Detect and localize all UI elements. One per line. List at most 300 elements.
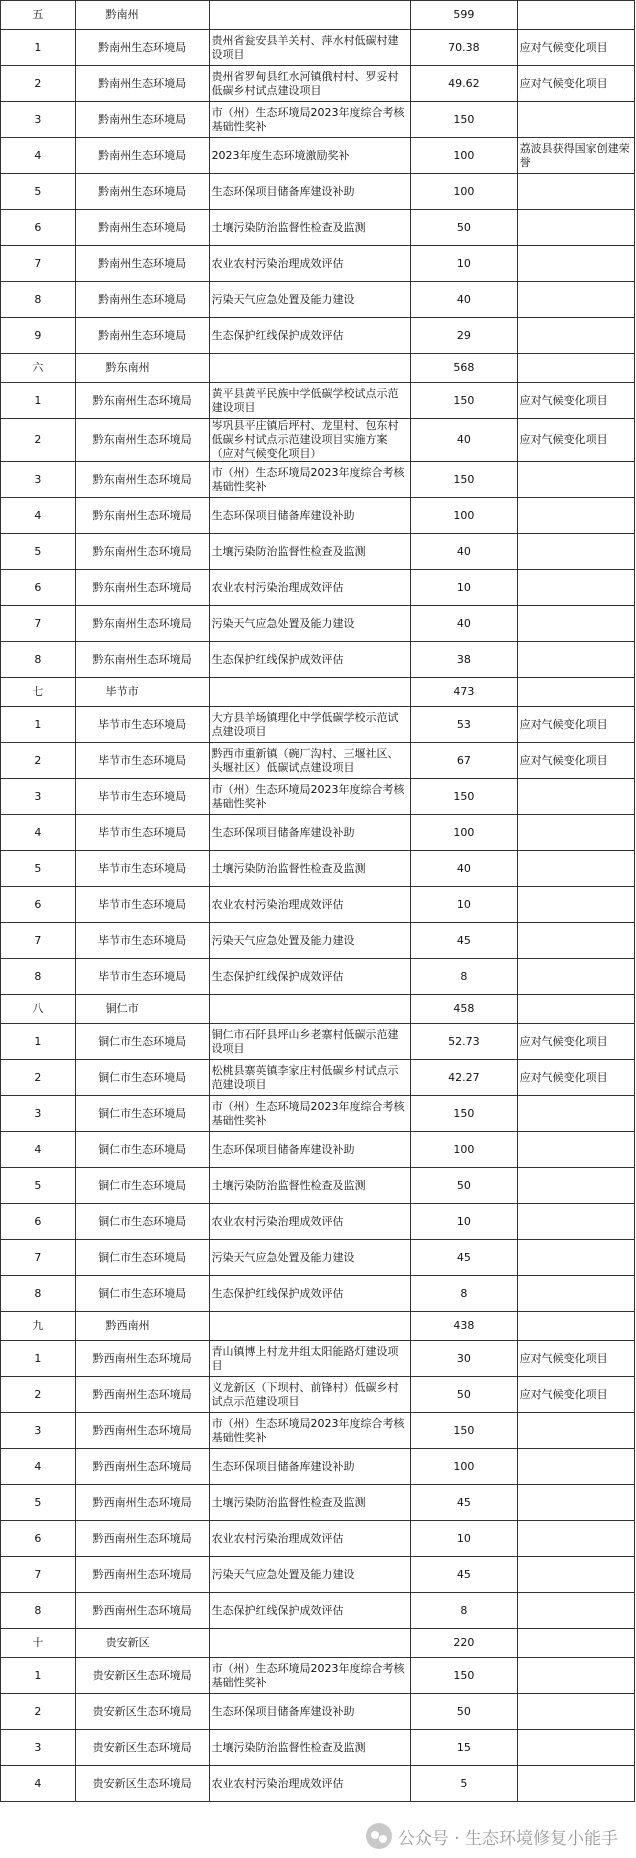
- row-project: 松桃县寨英镇李家庄村低碳乡村试点示范建设项目: [209, 1060, 410, 1096]
- section-note-empty: [517, 1629, 634, 1658]
- row-note: 应对气候变化项目: [517, 30, 634, 66]
- row-note: [517, 282, 634, 318]
- table-row: [1, 462, 635, 498]
- section-project-empty: [209, 1629, 410, 1658]
- section-total: 473: [411, 678, 518, 707]
- row-project: 土壤污染防治监督性检查及监测: [209, 1730, 410, 1766]
- row-note: [517, 606, 634, 642]
- row-number: 2: [1, 66, 76, 102]
- row-project: 市（州）生态环境局2023年度综合考核基础性奖补: [209, 1096, 410, 1132]
- row-project: 生态环保项目储备库建设补助: [209, 1449, 410, 1485]
- row-project: 铜仁市石阡县坪山乡老寨村低碳示范建设项目: [209, 1024, 410, 1060]
- row-number: 1: [1, 30, 76, 66]
- row-number: 3: [1, 102, 76, 138]
- row-amount: 150: [411, 779, 518, 815]
- row-amount: 40: [411, 419, 518, 462]
- watermark-text: 公众号 · 生态环境修复小能手: [397, 1828, 618, 1849]
- row-project: 生态保护红线保护成效评估: [209, 959, 410, 995]
- row-note: 应对气候变化项目: [517, 1060, 634, 1096]
- row-note: [517, 1694, 634, 1730]
- section-total: 220: [411, 1629, 518, 1658]
- row-unit: 铜仁市生态环境局: [75, 1096, 209, 1132]
- row-number: 8: [1, 282, 76, 318]
- section-note-empty: [517, 354, 634, 383]
- row-project: 市（州）生态环境局2023年度综合考核基础性奖补: [209, 1413, 410, 1449]
- table-row: [1, 1168, 635, 1204]
- row-unit: 黔东南州生态环境局: [75, 642, 209, 678]
- row-amount: 150: [411, 383, 518, 419]
- row-project: 青山镇博上村龙井组太阳能路灯建设项目: [209, 1341, 410, 1377]
- row-project: 农业农村污染治理成效评估: [209, 887, 410, 923]
- row-number: 6: [1, 1521, 76, 1557]
- row-amount: 8: [411, 959, 518, 995]
- section-total: 568: [411, 354, 518, 383]
- row-project: 农业农村污染治理成效评估: [209, 1204, 410, 1240]
- table-row: [1, 210, 635, 246]
- row-note: [517, 1485, 634, 1521]
- row-number: 2: [1, 1377, 76, 1413]
- row-project: 农业农村污染治理成效评估: [209, 246, 410, 282]
- row-note: [517, 1096, 634, 1132]
- row-amount: 45: [411, 1557, 518, 1593]
- row-amount: 5: [411, 1766, 518, 1802]
- row-project: 生态环保项目储备库建设补助: [209, 498, 410, 534]
- row-unit: 黔西南州生态环境局: [75, 1449, 209, 1485]
- table-row: [1, 1060, 635, 1096]
- table-row: [1, 246, 635, 282]
- row-project: 岑巩县平庄镇后坪村、龙里村、包东村低碳乡村试点示范建设项目实施方案（应对气候变化项目）: [209, 419, 410, 462]
- row-unit: 毕节市生态环境局: [75, 923, 209, 959]
- section-header-row: [1, 678, 635, 707]
- section-note-empty: [517, 995, 634, 1024]
- table-row: [1, 1449, 635, 1485]
- table-row: [1, 1413, 635, 1449]
- row-unit: 铜仁市生态环境局: [75, 1132, 209, 1168]
- row-number: 2: [1, 743, 76, 779]
- row-note: 应对气候变化项目: [517, 1024, 634, 1060]
- row-unit: 毕节市生态环境局: [75, 851, 209, 887]
- section-name: 黔南州: [75, 1, 209, 30]
- row-note: [517, 318, 634, 354]
- row-note: 应对气候变化项目: [517, 383, 634, 419]
- row-amount: 100: [411, 138, 518, 174]
- table-row: [1, 1593, 635, 1629]
- row-note: [517, 174, 634, 210]
- row-project: 生态环保项目储备库建设补助: [209, 815, 410, 851]
- row-unit: 黔西南州生态环境局: [75, 1377, 209, 1413]
- section-number: 八: [1, 995, 76, 1024]
- row-note: [517, 462, 634, 498]
- table-row: [1, 383, 635, 419]
- row-note: [517, 1413, 634, 1449]
- table-row: [1, 1557, 635, 1593]
- row-number: 5: [1, 1168, 76, 1204]
- row-amount: 67: [411, 743, 518, 779]
- table-row: [1, 282, 635, 318]
- table-row: [1, 1096, 635, 1132]
- row-number: 6: [1, 570, 76, 606]
- row-amount: 40: [411, 282, 518, 318]
- row-number: 8: [1, 959, 76, 995]
- row-unit: 黔南州生态环境局: [75, 282, 209, 318]
- row-number: 6: [1, 887, 76, 923]
- row-unit: 黔南州生态环境局: [75, 66, 209, 102]
- section-total: 438: [411, 1312, 518, 1341]
- row-amount: 50: [411, 1694, 518, 1730]
- row-number: 1: [1, 707, 76, 743]
- row-note: [517, 1276, 634, 1312]
- row-project: 土壤污染防治监督性检查及监测: [209, 1168, 410, 1204]
- row-project: 土壤污染防治监督性检查及监测: [209, 851, 410, 887]
- table-row: [1, 498, 635, 534]
- row-unit: 黔南州生态环境局: [75, 102, 209, 138]
- row-project: 生态保护红线保护成效评估: [209, 642, 410, 678]
- row-amount: 10: [411, 246, 518, 282]
- table-row: [1, 30, 635, 66]
- row-amount: 10: [411, 887, 518, 923]
- row-number: 3: [1, 779, 76, 815]
- section-header-row: [1, 1, 635, 30]
- table-row: [1, 959, 635, 995]
- row-note: [517, 1240, 634, 1276]
- row-number: 8: [1, 642, 76, 678]
- row-amount: 8: [411, 1593, 518, 1629]
- table-row: [1, 779, 635, 815]
- row-unit: 铜仁市生态环境局: [75, 1060, 209, 1096]
- table-row: [1, 318, 635, 354]
- row-amount: 45: [411, 1240, 518, 1276]
- row-unit: 黔东南州生态环境局: [75, 462, 209, 498]
- row-note: [517, 1204, 634, 1240]
- row-unit: 黔东南州生态环境局: [75, 419, 209, 462]
- row-unit: 黔南州生态环境局: [75, 246, 209, 282]
- table-row: [1, 138, 635, 174]
- row-unit: 黔西南州生态环境局: [75, 1521, 209, 1557]
- row-number: 5: [1, 1485, 76, 1521]
- row-project: 贵州省罗甸县红水河镇俄村村、罗妥村低碳乡村试点建设项目: [209, 66, 410, 102]
- row-unit: 贵安新区生态环境局: [75, 1730, 209, 1766]
- row-amount: 10: [411, 570, 518, 606]
- row-project: 黔西市重新镇（碗厂沟村、三堰社区、头堰社区）低碳试点建设项目: [209, 743, 410, 779]
- row-note: [517, 1766, 634, 1802]
- row-project: 土壤污染防治监督性检查及监测: [209, 210, 410, 246]
- row-project: 污染天气应急处置及能力建设: [209, 606, 410, 642]
- table-row: [1, 174, 635, 210]
- row-unit: 铜仁市生态环境局: [75, 1204, 209, 1240]
- row-number: 2: [1, 419, 76, 462]
- section-project-empty: [209, 678, 410, 707]
- row-number: 1: [1, 1341, 76, 1377]
- section-number: 十: [1, 1629, 76, 1658]
- table-row: [1, 1766, 635, 1802]
- row-amount: 150: [411, 102, 518, 138]
- row-amount: 49.62: [411, 66, 518, 102]
- section-name: 黔西南州: [75, 1312, 209, 1341]
- row-unit: 黔西南州生态环境局: [75, 1557, 209, 1593]
- row-number: 7: [1, 1240, 76, 1276]
- row-number: 4: [1, 1132, 76, 1168]
- row-project: 生态保护红线保护成效评估: [209, 1276, 410, 1312]
- table-row: [1, 102, 635, 138]
- row-number: 7: [1, 246, 76, 282]
- row-unit: 黔东南州生态环境局: [75, 570, 209, 606]
- row-note: 应对气候变化项目: [517, 1377, 634, 1413]
- table-row: [1, 642, 635, 678]
- row-amount: 150: [411, 1096, 518, 1132]
- table-row: [1, 851, 635, 887]
- row-amount: 100: [411, 498, 518, 534]
- table-row: [1, 1377, 635, 1413]
- table-row: [1, 1204, 635, 1240]
- table-row: [1, 606, 635, 642]
- row-unit: 毕节市生态环境局: [75, 815, 209, 851]
- row-note: 应对气候变化项目: [517, 419, 634, 462]
- row-note: [517, 498, 634, 534]
- row-number: 1: [1, 1024, 76, 1060]
- row-amount: 50: [411, 1377, 518, 1413]
- section-total: 458: [411, 995, 518, 1024]
- section-number: 九: [1, 1312, 76, 1341]
- row-number: 5: [1, 851, 76, 887]
- row-note: 荔波县获得国家创建荣誉: [517, 138, 634, 174]
- table-row: [1, 570, 635, 606]
- row-unit: 黔南州生态环境局: [75, 210, 209, 246]
- row-amount: 150: [411, 462, 518, 498]
- row-project: 黄平县黄平民族中学低碳学校试点示范建设项目: [209, 383, 410, 419]
- row-project: 市（州）生态环境局2023年度综合考核基础性奖补: [209, 462, 410, 498]
- row-amount: 150: [411, 1413, 518, 1449]
- table-row: [1, 815, 635, 851]
- row-number: 1: [1, 1658, 76, 1694]
- row-amount: 52.73: [411, 1024, 518, 1060]
- row-unit: 黔东南州生态环境局: [75, 534, 209, 570]
- section-number: 五: [1, 1, 76, 30]
- row-number: 3: [1, 1413, 76, 1449]
- table-row: [1, 1694, 635, 1730]
- row-amount: 40: [411, 534, 518, 570]
- section-note-empty: [517, 1312, 634, 1341]
- row-note: [517, 1658, 634, 1694]
- row-number: 2: [1, 1060, 76, 1096]
- row-project: 污染天气应急处置及能力建设: [209, 282, 410, 318]
- row-unit: 黔西南州生态环境局: [75, 1341, 209, 1377]
- row-number: 9: [1, 318, 76, 354]
- row-number: 3: [1, 462, 76, 498]
- row-amount: 100: [411, 815, 518, 851]
- table-row: [1, 1341, 635, 1377]
- row-unit: 铜仁市生态环境局: [75, 1240, 209, 1276]
- section-header-row: [1, 1629, 635, 1658]
- row-amount: 40: [411, 606, 518, 642]
- row-note: 应对气候变化项目: [517, 66, 634, 102]
- row-unit: 黔东南州生态环境局: [75, 498, 209, 534]
- row-unit: 黔西南州生态环境局: [75, 1485, 209, 1521]
- section-header-row: [1, 1312, 635, 1341]
- row-note: 应对气候变化项目: [517, 743, 634, 779]
- row-project: 农业农村污染治理成效评估: [209, 1766, 410, 1802]
- row-note: [517, 642, 634, 678]
- row-amount: 42.27: [411, 1060, 518, 1096]
- row-note: [517, 815, 634, 851]
- section-number: 六: [1, 354, 76, 383]
- table-row: [1, 1024, 635, 1060]
- section-name: 贵安新区: [75, 1629, 209, 1658]
- row-note: [517, 102, 634, 138]
- row-project: 污染天气应急处置及能力建设: [209, 923, 410, 959]
- row-note: [517, 1521, 634, 1557]
- row-number: 4: [1, 498, 76, 534]
- row-unit: 黔南州生态环境局: [75, 318, 209, 354]
- row-unit: 毕节市生态环境局: [75, 959, 209, 995]
- row-number: 2: [1, 1694, 76, 1730]
- row-number: 4: [1, 815, 76, 851]
- watermark: [366, 1823, 618, 1849]
- table-row: [1, 1730, 635, 1766]
- row-amount: 10: [411, 1204, 518, 1240]
- table-row: [1, 1658, 635, 1694]
- row-number: 7: [1, 923, 76, 959]
- row-number: 4: [1, 1766, 76, 1802]
- row-project: 市（州）生态环境局2023年度综合考核基础性奖补: [209, 102, 410, 138]
- row-amount: 29: [411, 318, 518, 354]
- row-unit: 贵安新区生态环境局: [75, 1766, 209, 1802]
- section-project-empty: [209, 995, 410, 1024]
- row-project: 贵州省瓮安县羊关村、萍水村低碳村建设项目: [209, 30, 410, 66]
- row-note: [517, 1593, 634, 1629]
- row-unit: 毕节市生态环境局: [75, 707, 209, 743]
- row-note: [517, 1132, 634, 1168]
- row-note: [517, 851, 634, 887]
- table-row: [1, 1485, 635, 1521]
- row-note: [517, 1449, 634, 1485]
- row-note: [517, 246, 634, 282]
- row-note: [517, 1730, 634, 1766]
- row-amount: 50: [411, 1168, 518, 1204]
- section-number: 七: [1, 678, 76, 707]
- row-unit: 铜仁市生态环境局: [75, 1276, 209, 1312]
- row-amount: 40: [411, 851, 518, 887]
- row-amount: 70.38: [411, 30, 518, 66]
- row-unit: 黔西南州生态环境局: [75, 1593, 209, 1629]
- table-row: [1, 1521, 635, 1557]
- row-number: 6: [1, 1204, 76, 1240]
- row-project: 农业农村污染治理成效评估: [209, 570, 410, 606]
- row-unit: 黔南州生态环境局: [75, 174, 209, 210]
- row-project: 市（州）生态环境局2023年度综合考核基础性奖补: [209, 1658, 410, 1694]
- row-project: 生态环保项目储备库建设补助: [209, 174, 410, 210]
- row-amount: 15: [411, 1730, 518, 1766]
- row-project: 土壤污染防治监督性检查及监测: [209, 1485, 410, 1521]
- table-row: [1, 743, 635, 779]
- table-row: [1, 887, 635, 923]
- row-project: 市（州）生态环境局2023年度综合考核基础性奖补: [209, 779, 410, 815]
- row-note: [517, 959, 634, 995]
- row-amount: 10: [411, 1521, 518, 1557]
- row-amount: 100: [411, 1132, 518, 1168]
- row-amount: 30: [411, 1341, 518, 1377]
- row-project: 土壤污染防治监督性检查及监测: [209, 534, 410, 570]
- row-unit: 黔东南州生态环境局: [75, 606, 209, 642]
- row-project: 生态环保项目储备库建设补助: [209, 1694, 410, 1730]
- wechat-icon: [366, 1823, 392, 1849]
- row-project: 义龙新区（下坝村、前锋村）低碳乡村试点示范建设项目: [209, 1377, 410, 1413]
- section-name: 铜仁市: [75, 995, 209, 1024]
- row-number: 4: [1, 1449, 76, 1485]
- row-project: 生态保护红线保护成效评估: [209, 318, 410, 354]
- row-unit: 毕节市生态环境局: [75, 887, 209, 923]
- row-unit: 黔南州生态环境局: [75, 30, 209, 66]
- row-amount: 100: [411, 1449, 518, 1485]
- row-number: 1: [1, 383, 76, 419]
- row-note: [517, 923, 634, 959]
- row-unit: 铜仁市生态环境局: [75, 1024, 209, 1060]
- row-unit: 铜仁市生态环境局: [75, 1168, 209, 1204]
- table-row: [1, 1276, 635, 1312]
- table-row: [1, 923, 635, 959]
- row-note: 应对气候变化项目: [517, 707, 634, 743]
- section-name: 毕节市: [75, 678, 209, 707]
- row-project: 大方县羊场镇理化中学低碳学校示范试点建设项目: [209, 707, 410, 743]
- row-number: 5: [1, 534, 76, 570]
- section-total: 599: [411, 1, 518, 30]
- row-number: 7: [1, 606, 76, 642]
- row-number: 7: [1, 1557, 76, 1593]
- row-amount: 100: [411, 174, 518, 210]
- row-project: 生态环保项目储备库建设补助: [209, 1132, 410, 1168]
- row-number: 6: [1, 210, 76, 246]
- row-note: [517, 1557, 634, 1593]
- row-unit: 贵安新区生态环境局: [75, 1694, 209, 1730]
- row-project: 污染天气应急处置及能力建设: [209, 1557, 410, 1593]
- row-amount: 150: [411, 1658, 518, 1694]
- row-number: 3: [1, 1096, 76, 1132]
- section-header-row: [1, 354, 635, 383]
- row-amount: 45: [411, 923, 518, 959]
- row-project: 生态保护红线保护成效评估: [209, 1593, 410, 1629]
- row-amount: 53: [411, 707, 518, 743]
- table-row: [1, 1240, 635, 1276]
- section-note-empty: [517, 1, 634, 30]
- row-unit: 毕节市生态环境局: [75, 743, 209, 779]
- table-row: [1, 66, 635, 102]
- row-unit: 黔东南州生态环境局: [75, 383, 209, 419]
- section-project-empty: [209, 354, 410, 383]
- row-project: 2023年度生态环境激励奖补: [209, 138, 410, 174]
- row-number: 8: [1, 1593, 76, 1629]
- row-note: 应对气候变化项目: [517, 1341, 634, 1377]
- row-note: [517, 1168, 634, 1204]
- section-name: 黔东南州: [75, 354, 209, 383]
- row-unit: 毕节市生态环境局: [75, 779, 209, 815]
- row-note: [517, 887, 634, 923]
- row-note: [517, 779, 634, 815]
- row-amount: 50: [411, 210, 518, 246]
- row-number: 3: [1, 1730, 76, 1766]
- table-row: [1, 534, 635, 570]
- row-project: 污染天气应急处置及能力建设: [209, 1240, 410, 1276]
- section-project-empty: [209, 1312, 410, 1341]
- row-unit: 黔南州生态环境局: [75, 138, 209, 174]
- table-row: [1, 707, 635, 743]
- row-unit: 贵安新区生态环境局: [75, 1658, 209, 1694]
- row-unit: 黔西南州生态环境局: [75, 1413, 209, 1449]
- section-note-empty: [517, 678, 634, 707]
- row-amount: 38: [411, 642, 518, 678]
- table-row: [1, 1132, 635, 1168]
- row-project: 农业农村污染治理成效评估: [209, 1521, 410, 1557]
- table-row: [1, 419, 635, 462]
- row-number: 8: [1, 1276, 76, 1312]
